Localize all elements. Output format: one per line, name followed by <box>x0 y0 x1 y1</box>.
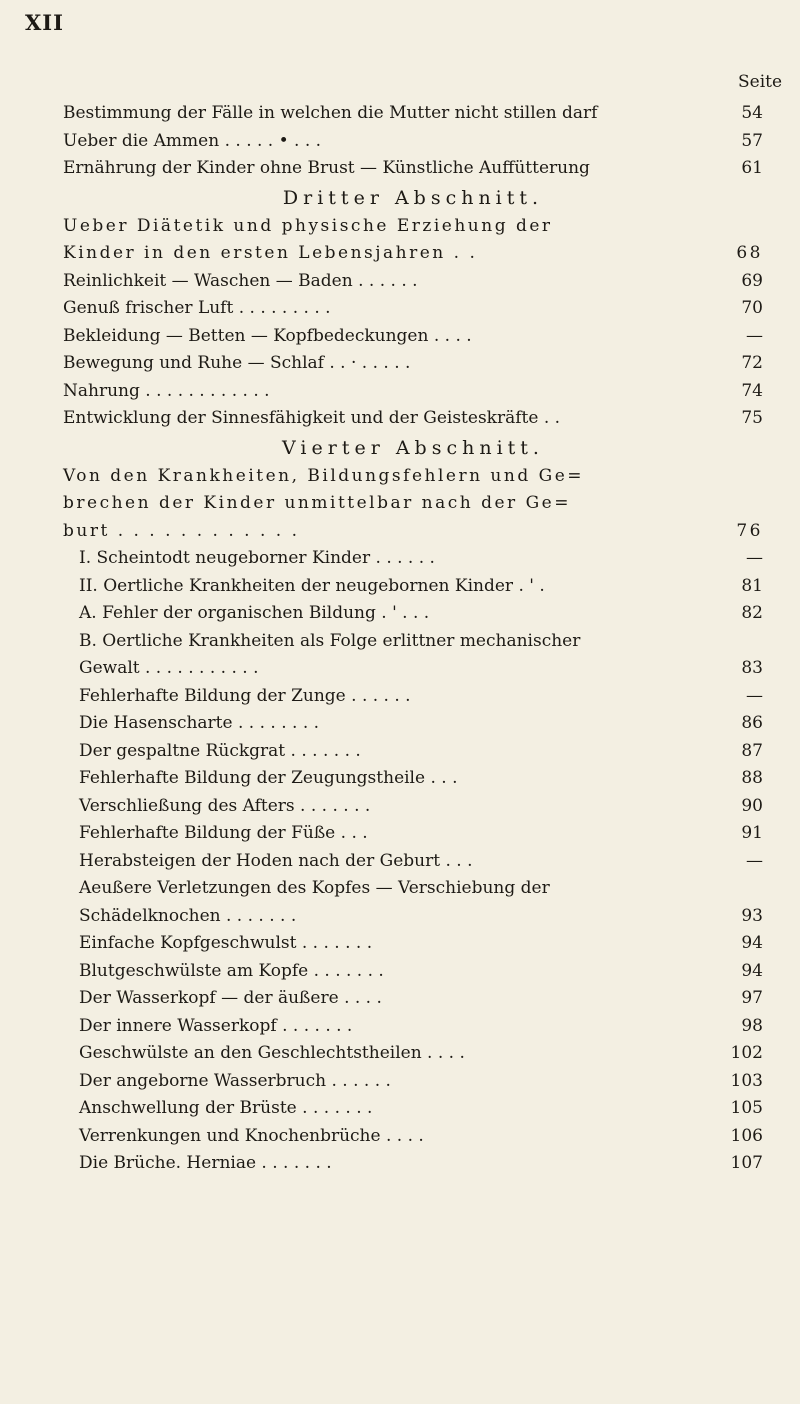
toc-entry <box>63 600 763 628</box>
entry-page: 75 <box>741 408 763 428</box>
page-column-header: Seite <box>738 72 783 92</box>
toc-entry <box>63 930 763 958</box>
toc-entry <box>63 903 763 931</box>
entry-title: Herabsteigen der Hoden nach der Geburt . . . <box>79 850 473 871</box>
toc-entry <box>63 100 763 128</box>
entry-page: — <box>746 325 763 346</box>
table-of-contents <box>63 100 763 1178</box>
entry-title: I. Scheintodt neugeborner Kinder . . . . . . <box>79 548 435 568</box>
toc-entry <box>63 655 763 683</box>
entry-title: A. Fehler der organischen Bildung . ' . . . <box>79 603 430 623</box>
entry-page: 76 <box>736 520 763 541</box>
toc-entry <box>63 765 763 793</box>
entry-page: 69 <box>741 270 763 291</box>
entry-page: — <box>746 548 763 568</box>
entry-title: Fehlerhafte Bildung der Füße . . . <box>79 823 368 843</box>
entry-page: 82 <box>741 603 763 623</box>
entry-page: 90 <box>741 795 763 816</box>
toc-entry <box>63 683 763 711</box>
toc-entry <box>63 628 763 656</box>
entry-title: Kinder in den ersten Lebensjahren . . <box>63 243 478 263</box>
entry-title: Die Brüche. Herniae . . . . . . . <box>79 1153 332 1173</box>
entry-title: Ernährung der Kinder ohne Brust — Künstliche Auffütterung <box>63 158 590 178</box>
toc-entry <box>63 268 763 296</box>
toc-entry <box>63 490 763 518</box>
toc-entry <box>63 213 763 241</box>
entry-title: Ueber Diätetik und physische Erziehung der <box>63 215 553 236</box>
toc-entry <box>63 128 763 156</box>
toc-entry <box>63 518 763 546</box>
page-number: XII <box>25 10 64 35</box>
entry-page: 93 <box>741 905 763 926</box>
entry-page: 68 <box>736 243 763 263</box>
toc-entry <box>63 240 763 268</box>
toc-entry <box>63 295 763 323</box>
toc-entry <box>63 848 763 876</box>
entry-title: Von den Krankheiten, Bildungsfehlern und Ge= <box>63 465 585 486</box>
toc-entry <box>63 738 763 766</box>
entry-page: 88 <box>741 768 763 788</box>
entry-title: Entwicklung der Sinnesfähigkeit und der Geisteskräfte . . <box>63 408 561 428</box>
toc-entry <box>63 793 763 821</box>
entry-title: Verschließung des Afters . . . . . . . <box>79 795 371 816</box>
toc-entry <box>63 378 763 406</box>
entry-page: 94 <box>741 933 763 953</box>
entry-title: Der angeborne Wasserbruch . . . . . . <box>79 1070 391 1091</box>
entry-title: Der innere Wasserkopf . . . . . . . <box>79 1015 353 1036</box>
toc-entry <box>63 710 763 738</box>
entry-title: Nahrung . . . . . . . . . . . . <box>63 380 270 401</box>
toc-entry <box>63 573 763 601</box>
entry-page: 97 <box>741 988 763 1008</box>
entry-title: Fehlerhafte Bildung der Zunge . . . . . . <box>79 685 411 706</box>
toc-entry <box>63 1040 763 1068</box>
toc-entry <box>63 545 763 573</box>
entry-page: 87 <box>741 740 763 761</box>
entry-title: B. Oertliche Krankheiten als Folge erlittner mechanischer <box>79 630 581 651</box>
entry-page: 91 <box>741 823 763 843</box>
toc-entry <box>63 155 763 183</box>
entry-title: Schädelknochen . . . . . . . <box>79 905 297 926</box>
section-heading: Dritter Abschnitt. <box>282 186 544 209</box>
toc-entry <box>63 820 763 848</box>
entry-page: — <box>746 685 763 706</box>
toc-entry <box>63 1095 763 1123</box>
entry-page: 81 <box>741 575 763 596</box>
entry-title: Genuß frischer Luft . . . . . . . . . <box>63 298 331 318</box>
entry-page: 107 <box>730 1153 763 1173</box>
entry-title: II. Oertliche Krankheiten der neugebornen Kinder . ' . <box>79 575 545 596</box>
section-heading: Vierter Abschnitt. <box>282 436 544 459</box>
entry-title: Der gespaltne Rückgrat . . . . . . . <box>79 740 361 761</box>
entry-title: Der Wasserkopf — der äußere . . . . <box>79 988 382 1008</box>
entry-title: Verrenkungen und Knochenbrüche . . . . <box>79 1125 424 1146</box>
entry-title: Reinlichkeit — Waschen — Baden . . . . . . <box>63 270 418 291</box>
entry-page: 70 <box>741 298 763 318</box>
entry-page: — <box>746 850 763 871</box>
entry-title: Gewalt . . . . . . . . . . . <box>79 658 259 678</box>
entry-page: 106 <box>730 1125 763 1146</box>
toc-entry <box>63 405 763 433</box>
entry-page: 54 <box>741 103 763 123</box>
toc-entry <box>63 985 763 1013</box>
entry-title: Die Hasenscharte . . . . . . . . <box>79 713 320 733</box>
toc-entry <box>63 1123 763 1151</box>
toc-entry <box>63 350 763 378</box>
entry-title: brechen der Kinder unmittelbar nach der Ge= <box>63 493 571 513</box>
entry-title: Fehlerhafte Bildung der Zeugungstheile . . . <box>79 768 458 788</box>
toc-entry <box>63 1068 763 1096</box>
entry-page: 102 <box>730 1043 763 1063</box>
entry-page: 94 <box>741 960 763 981</box>
toc-entry <box>63 958 763 986</box>
entry-title: Anschwellung der Brüste . . . . . . . <box>79 1098 373 1118</box>
entry-page: 98 <box>741 1015 763 1036</box>
toc-entry <box>63 1013 763 1041</box>
entry-title: Geschwülste an den Geschlechtstheilen . . . . <box>79 1043 465 1063</box>
entry-title: Ueber die Ammen . . . . . • . . . <box>63 130 322 151</box>
toc-entry <box>63 323 763 351</box>
entry-page: 86 <box>741 713 763 733</box>
entry-page: 61 <box>741 158 763 178</box>
entry-title: Bestimmung der Fälle in welchen die Mutter nicht stillen darf <box>63 103 598 123</box>
entry-page: 57 <box>741 130 763 151</box>
toc-entry <box>63 1150 763 1178</box>
entry-title: Blutgeschwülste am Kopfe . . . . . . . <box>79 960 384 981</box>
entry-page: 105 <box>730 1098 763 1118</box>
entry-title: Bewegung und Ruhe — Schlaf . . · . . . . . <box>63 353 411 373</box>
entry-title: burt . . . . . . . . . . . . <box>63 520 300 541</box>
entry-title: Bekleidung — Betten — Kopfbedeckungen . . . . <box>63 325 472 346</box>
toc-entry <box>63 463 763 491</box>
toc-entry <box>63 875 763 903</box>
entry-title: Einfache Kopfgeschwulst . . . . . . . <box>79 933 373 953</box>
entry-page: 83 <box>741 658 763 678</box>
entry-page: 74 <box>741 380 763 401</box>
entry-title: Aeußere Verletzungen des Kopfes — Verschiebung der <box>79 878 550 898</box>
entry-page: 72 <box>741 353 763 373</box>
entry-page: 103 <box>730 1070 763 1091</box>
